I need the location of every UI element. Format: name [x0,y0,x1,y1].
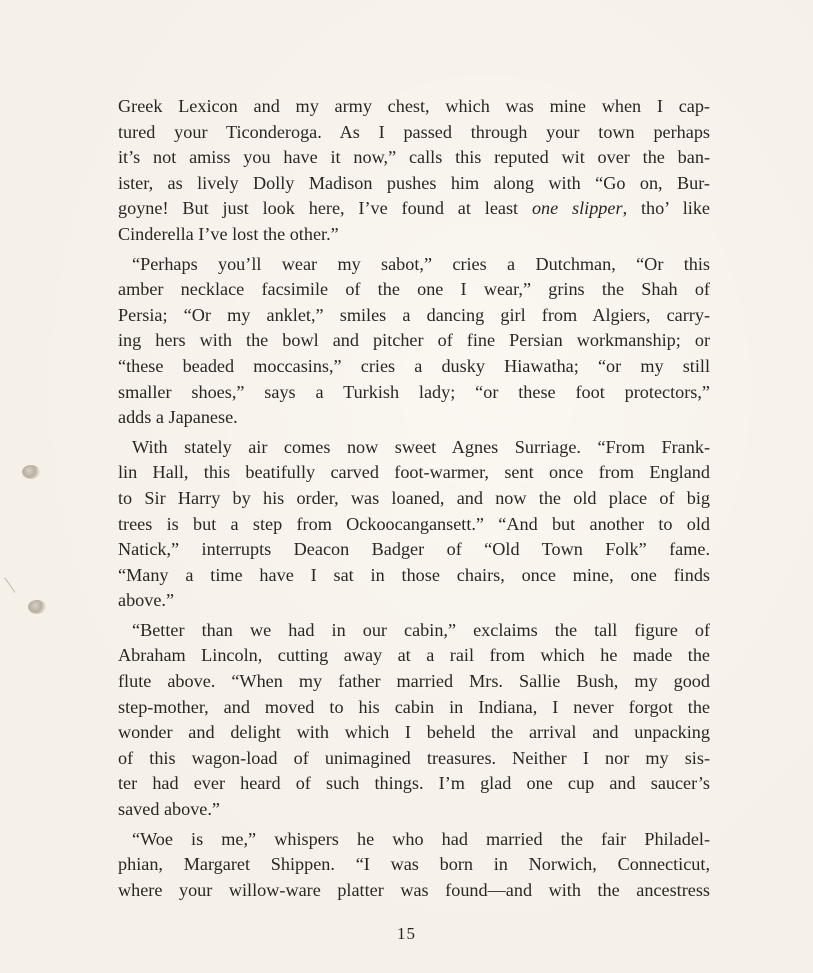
page-number: 15 [397,924,416,943]
text-line: With stately air comes now sweet Agnes Surriage. “From Frank- [132,436,710,457]
binding-hole [22,465,40,479]
text-line: lin Hall, this beatifully carved foot-warmer, sent once from England [118,462,710,483]
text-line: Cinderella I’ve lost the other.” [118,223,339,244]
text-line: “Perhaps you’ll wear my sabot,” cries a Dutchman, “Or this [132,253,710,274]
paragraph-3 [118,435,710,614]
text-line: “Woe is me,” whispers he who had married the fair Philadel- [132,828,710,849]
text-line: “Many a time have I sat in those chairs, once mine, one finds [118,564,710,585]
text-line: step-mother, and moved to his cabin in Indiana, I never forgot the [118,696,710,717]
paragraph-2 [118,252,710,431]
text-line: tured your Ticonderoga. As I passed through your town perhaps [118,121,710,142]
text-line: saved above.” [118,799,221,820]
text-line: ing hers with the bowl and pitcher of fine Persian workmanship; or [118,330,710,351]
paragraph-5 [118,827,710,904]
text-line: it’s not amiss you have it now,” calls this reputed wit over the ban- [118,147,710,168]
text-line: ister, as lively Dolly Madison pushes him along with “Go on, Bur- [118,172,710,193]
text-line: Natick,” interrupts Deacon Badger of “Old Town Folk” fame. [118,539,710,560]
text-line: smaller shoes,” says a Turkish lady; “or these foot protectors,” [118,381,710,402]
text-line: trees is but a step from Ockoocangansett.” “And but another to old [118,513,710,534]
text-line: “Better than we had in our cabin,” exclaims the tall figure of [132,619,710,640]
binding-hole [28,600,46,614]
italic-phrase: one slipper [531,198,623,219]
text-line: wonder and delight with which I beheld the arrival and unpacking [118,722,710,743]
text-line: to Sir Harry by his order, was loaned, and now the old place of big [118,487,710,508]
text-line: of this wagon-load of unimagined treasures. Neither I nor my sis- [118,747,710,768]
binding-mark [4,569,27,592]
text-line: “these beaded moccasins,” cries a dusky Hiawatha; “or my still [118,355,710,376]
text-line: Abraham Lincoln, cutting away at a rail from which he made the [118,645,710,666]
text-line: Greek Lexicon and my army chest, which was mine when I cap- [118,96,710,116]
text-line: ter had ever heard of such things. I’m glad one cup and saucer’s [118,773,710,794]
text-line: adds a Japanese. [118,407,238,428]
text-line: above.” [118,590,175,611]
text-run: , tho’ like [622,198,710,219]
text-line: flute above. “When my father married Mrs. Sallie Bush, my good [118,671,710,692]
text-line: where your willow-ware platter was found—and with the ancestress [118,879,710,900]
text-line [118,196,710,222]
text-line: Persia; “Or my anklet,” smiles a dancing girl from Algiers, carry- [118,304,710,325]
body-text [118,94,710,903]
text-line: amber necklace facsimile of the one I wear,” grins the Shah of [118,279,710,300]
paragraph-4 [118,618,710,823]
paragraph-1 [118,94,710,248]
text-line: phian, Margaret Shippen. “I was born in Norwich, Connecticut, [118,854,710,875]
text-run: goyne! But just look here, I’ve found at least [118,198,532,219]
